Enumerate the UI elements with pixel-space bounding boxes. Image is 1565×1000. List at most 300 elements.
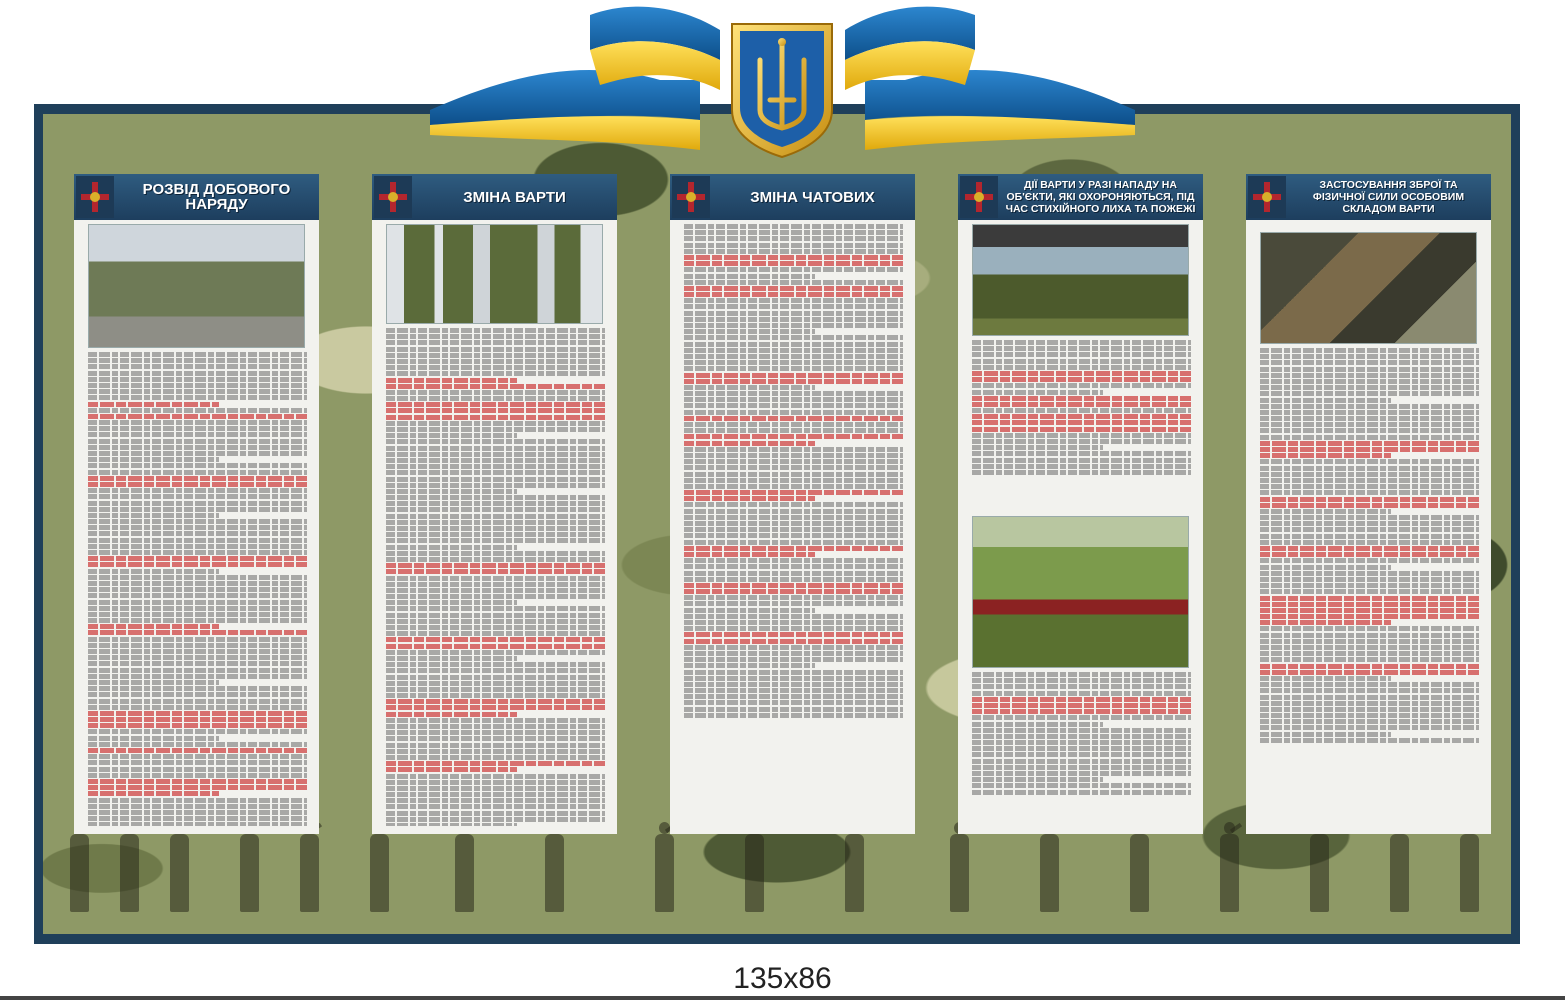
text-line [386, 755, 605, 760]
text-line [88, 661, 307, 666]
text-line [1260, 484, 1479, 489]
text-line [684, 645, 903, 650]
text-line [972, 703, 1191, 708]
text-line [972, 377, 1191, 382]
text-line [386, 668, 605, 673]
text-line [972, 383, 1191, 388]
text-line [684, 700, 903, 705]
text-line [972, 672, 1191, 677]
panel-title: ДІЇ ВАРТИ У РАЗІ НАПАДУ НА ОБ'ЄКТИ, ЯКІ ОХОРОНЯЮТЬСЯ, ПІД ЧАС СТИХІЙНОГО ЛИХА ТА ПОЖЕЖІ [1005, 179, 1196, 215]
text-line [386, 780, 605, 785]
text-line [684, 502, 903, 507]
text-line [1260, 589, 1479, 594]
text-line [684, 490, 903, 495]
text-line [684, 527, 903, 532]
text-line [1260, 577, 1479, 582]
text-line [684, 620, 903, 625]
text-line [972, 771, 1191, 776]
text-line [684, 298, 903, 303]
text-line [684, 397, 903, 402]
text-line [684, 385, 815, 390]
text-line [1260, 534, 1479, 539]
soldier-silhouette-icon [118, 822, 140, 912]
panel-duty-briefing [74, 174, 319, 834]
text-line [88, 482, 307, 487]
text-line [88, 699, 307, 704]
panel-header [1246, 174, 1491, 220]
panel-header [670, 174, 915, 220]
panel-header [74, 174, 319, 220]
text-line [88, 760, 307, 765]
text-line [972, 728, 1191, 733]
text-line [88, 470, 307, 475]
text-line [386, 390, 605, 395]
text-line [684, 230, 903, 235]
text-line [684, 403, 903, 408]
panel-guard-actions [958, 174, 1203, 834]
text-line [88, 364, 307, 369]
text-line [684, 354, 903, 359]
text-line [684, 366, 903, 371]
text-line [386, 569, 605, 574]
emblem-icon [374, 176, 412, 218]
text-line [386, 718, 605, 723]
text-line [386, 761, 605, 766]
text-line [1260, 373, 1479, 378]
text-line [88, 804, 307, 809]
text-line [386, 786, 605, 791]
emblem-icon [1248, 176, 1286, 218]
text-line [684, 267, 903, 272]
text-line [684, 261, 903, 266]
text-line [972, 765, 1191, 770]
photo-formation [88, 224, 305, 348]
text-line [88, 643, 307, 648]
text-line [88, 791, 219, 796]
text-line [386, 545, 517, 550]
text-line [88, 785, 307, 790]
text-line [1260, 391, 1479, 396]
text-line [1260, 540, 1479, 545]
text-line [88, 717, 307, 722]
text-line [88, 377, 307, 382]
text-line [684, 428, 903, 433]
soldier-silhouette-icon [653, 822, 675, 912]
text-line [972, 414, 1191, 419]
text-line [972, 722, 1103, 727]
soldier-silhouette-icon [368, 822, 390, 912]
text-line [386, 736, 605, 741]
text-line [88, 736, 219, 741]
text-line [1260, 527, 1479, 532]
text-line [386, 644, 605, 649]
text-line [386, 328, 605, 333]
text-line [972, 777, 1103, 782]
text-line [386, 439, 605, 444]
text-line [684, 632, 903, 637]
text-line [386, 514, 605, 519]
text-line [386, 743, 605, 748]
text-line [88, 606, 307, 611]
text-line [386, 557, 605, 562]
text-line [684, 311, 903, 316]
text-line [386, 464, 605, 469]
text-line [88, 729, 307, 734]
text-line [684, 434, 903, 439]
panel-text [1260, 348, 1479, 826]
text-line [386, 606, 605, 611]
text-line [386, 811, 605, 816]
text-line [684, 571, 903, 576]
text-line [1260, 410, 1479, 415]
text-line [88, 556, 307, 561]
text-line [1260, 348, 1479, 353]
text-line [1260, 695, 1479, 700]
text-line [88, 674, 307, 679]
panel-header [958, 174, 1203, 220]
photo-weapon-training [1260, 232, 1477, 344]
text-line [88, 371, 307, 376]
text-line [972, 408, 1191, 413]
text-line [972, 740, 1191, 745]
text-line [972, 752, 1191, 757]
text-line [684, 713, 903, 718]
text-line [684, 564, 903, 569]
text-line [88, 686, 307, 691]
text-line [88, 402, 219, 407]
text-line [386, 594, 605, 599]
text-line [684, 657, 903, 662]
text-line [88, 531, 307, 536]
text-line [1260, 645, 1479, 650]
text-line [684, 236, 903, 241]
text-line [88, 612, 307, 617]
text-line [88, 587, 307, 592]
text-line [88, 810, 307, 815]
text-line [972, 684, 1191, 689]
text-line [88, 544, 307, 549]
text-line [684, 601, 903, 606]
text-line [684, 509, 903, 514]
text-line [88, 476, 307, 481]
text-line [972, 451, 1191, 456]
text-line [386, 662, 605, 667]
text-line [88, 655, 307, 660]
text-line [1260, 633, 1479, 638]
text-line [684, 342, 903, 347]
text-line [88, 408, 307, 413]
text-line [386, 730, 605, 735]
text-line [386, 823, 517, 826]
soldier-silhouette-icon [1038, 822, 1060, 912]
text-line [386, 724, 605, 729]
text-line [88, 767, 307, 772]
text-line [972, 470, 1191, 475]
soldier-silhouette-icon [543, 822, 565, 912]
text-line [88, 383, 307, 388]
text-line [88, 513, 219, 518]
text-line [386, 749, 605, 754]
text-line [684, 348, 903, 353]
text-line [88, 426, 307, 431]
text-line [1260, 472, 1479, 477]
text-line [1260, 552, 1479, 557]
text-line [1260, 521, 1479, 526]
text-line [88, 395, 307, 400]
text-line [88, 637, 307, 642]
text-line [1260, 509, 1391, 514]
text-line [1260, 608, 1479, 613]
soldier-silhouette-icon [1128, 822, 1150, 912]
text-line [386, 681, 605, 686]
text-line [1260, 713, 1479, 718]
text-line [386, 427, 605, 432]
text-line [386, 526, 605, 531]
text-line [386, 489, 517, 494]
text-line [88, 358, 307, 363]
soldier-silhouette-icon [68, 822, 90, 912]
text-line [684, 335, 903, 340]
text-line [684, 465, 903, 470]
text-line [972, 783, 1191, 788]
text-line [1260, 670, 1479, 675]
text-line [386, 371, 605, 376]
text-line [88, 432, 307, 437]
text-line [972, 790, 1191, 795]
text-line [684, 323, 903, 328]
panel-text [972, 340, 1191, 510]
text-line [88, 816, 307, 821]
panel-header [372, 174, 617, 220]
soldier-silhouette-icon [298, 822, 320, 912]
text-line [386, 693, 605, 698]
text-line [684, 546, 903, 551]
soldier-silhouette-icon [948, 822, 970, 912]
text-line [684, 360, 903, 365]
text-line [684, 663, 815, 668]
size-caption: 135x86 [733, 962, 832, 995]
text-line [88, 414, 307, 419]
text-line [1260, 626, 1479, 631]
photo-soldiers-fuel [972, 516, 1189, 668]
text-line [1260, 614, 1479, 619]
text-line [684, 447, 903, 452]
text-line [386, 470, 605, 475]
text-line [386, 507, 605, 512]
soldier-silhouette-icon [1308, 822, 1330, 912]
soldier-silhouette-icon [743, 822, 765, 912]
text-line [386, 446, 605, 451]
text-line [684, 608, 815, 613]
text-line [88, 463, 307, 468]
text-line [684, 533, 903, 538]
text-line [972, 352, 1191, 357]
text-line [1260, 435, 1479, 440]
text-line [386, 619, 605, 624]
text-line [684, 688, 903, 693]
text-line [88, 624, 219, 629]
text-line [1260, 441, 1479, 446]
text-line [684, 274, 815, 279]
text-line [1260, 367, 1479, 372]
text-line [1260, 571, 1479, 576]
flag-ribbon [0, 0, 1565, 165]
text-line [972, 359, 1191, 364]
text-line [386, 804, 605, 809]
text-line [386, 340, 605, 345]
text-line [386, 538, 605, 543]
text-line [88, 501, 307, 506]
text-line [88, 600, 307, 605]
text-line [1260, 422, 1479, 427]
text-line [684, 515, 903, 520]
text-line [1260, 707, 1479, 712]
panel-title: ЗМІНА ЧАТОВИХ [750, 188, 875, 206]
text-line [684, 249, 903, 254]
text-line [972, 678, 1191, 683]
text-line [88, 352, 307, 357]
text-line [386, 588, 605, 593]
text-line [88, 680, 219, 685]
text-line [1260, 478, 1479, 483]
text-line [972, 390, 1103, 395]
text-line [88, 705, 307, 710]
text-line [684, 280, 903, 285]
text-line [386, 452, 605, 457]
text-line [684, 255, 903, 260]
text-line [386, 817, 605, 822]
text-line [972, 746, 1191, 751]
text-line [684, 651, 903, 656]
text-line [386, 656, 517, 661]
text-line [386, 396, 605, 401]
text-line [386, 347, 605, 352]
text-line [1260, 688, 1479, 693]
text-line [684, 639, 903, 644]
text-line [972, 396, 1191, 401]
soldier-silhouette-icon [453, 822, 475, 912]
text-line [684, 496, 815, 501]
text-line [386, 334, 605, 339]
text-line [1260, 558, 1479, 563]
text-line [386, 613, 605, 618]
text-line [88, 562, 307, 567]
text-line [1260, 583, 1479, 588]
text-line [386, 359, 605, 364]
text-line [1260, 738, 1479, 743]
text-line [386, 712, 517, 717]
text-line [88, 538, 307, 543]
text-line [1260, 398, 1391, 403]
panel-sentry-change [670, 174, 915, 834]
text-line [1260, 490, 1479, 495]
text-line [88, 581, 307, 586]
text-line [88, 822, 307, 826]
text-line [1260, 416, 1479, 421]
text-line [684, 694, 903, 699]
text-line [684, 373, 903, 378]
coat-of-arms-icon [732, 24, 832, 157]
text-line [88, 593, 307, 598]
text-line [684, 577, 903, 582]
panel-title: ЗМІНА ВАРТИ [463, 188, 566, 206]
text-line [88, 494, 307, 499]
text-line [1260, 719, 1479, 724]
text-line [386, 563, 605, 568]
text-line [88, 692, 307, 697]
text-line [972, 691, 1191, 696]
text-line [1260, 447, 1479, 452]
text-line [386, 365, 605, 370]
text-line [88, 668, 307, 673]
bottom-rule [0, 996, 1565, 1000]
text-line [1260, 682, 1479, 687]
text-line [386, 767, 517, 772]
panel-use-of-force [1246, 174, 1491, 834]
text-line [972, 427, 1191, 432]
emblem-icon [672, 176, 710, 218]
text-line [386, 792, 605, 797]
text-line [88, 569, 219, 574]
text-line [1260, 602, 1479, 607]
text-line [88, 519, 307, 524]
text-line [972, 346, 1191, 351]
text-line [972, 439, 1191, 444]
text-line [972, 709, 1191, 714]
text-line [684, 243, 903, 248]
text-line [88, 525, 307, 530]
text-line [386, 458, 605, 463]
text-line [1260, 725, 1479, 730]
text-line [386, 625, 605, 630]
text-line [1260, 546, 1479, 551]
text-line [88, 550, 307, 555]
text-line [386, 421, 605, 426]
text-line [1260, 664, 1479, 669]
text-line [684, 416, 903, 421]
text-line [684, 521, 903, 526]
text-line [386, 477, 605, 482]
text-line [1260, 701, 1479, 706]
text-line [88, 748, 307, 753]
text-line [386, 637, 605, 642]
text-line [386, 582, 605, 587]
text-line [684, 304, 903, 309]
text-line [972, 464, 1191, 469]
text-line [684, 379, 903, 384]
text-line [1260, 497, 1479, 502]
text-line [386, 631, 605, 636]
text-line [972, 759, 1191, 764]
panel-text-lower [972, 672, 1191, 826]
text-line [88, 754, 307, 759]
text-line [88, 742, 307, 747]
text-line [972, 340, 1191, 345]
soldier-silhouette-icon [1218, 822, 1240, 912]
text-line [972, 715, 1191, 720]
text-line [1260, 354, 1479, 359]
text-line [972, 697, 1191, 702]
text-line [1260, 620, 1391, 625]
text-line [1260, 639, 1479, 644]
panel-title: ЗАСТОСУВАННЯ ЗБРОЇ ТА ФІЗИЧНОЇ СИЛИ ОСОБОВИМ СКЛАДОМ ВАРТИ [1312, 179, 1465, 215]
text-line [88, 723, 307, 728]
soldier-silhouette-icon [843, 822, 865, 912]
panel-guard-change [372, 174, 617, 834]
text-line [88, 773, 307, 778]
text-line [684, 453, 903, 458]
text-line [386, 699, 605, 704]
